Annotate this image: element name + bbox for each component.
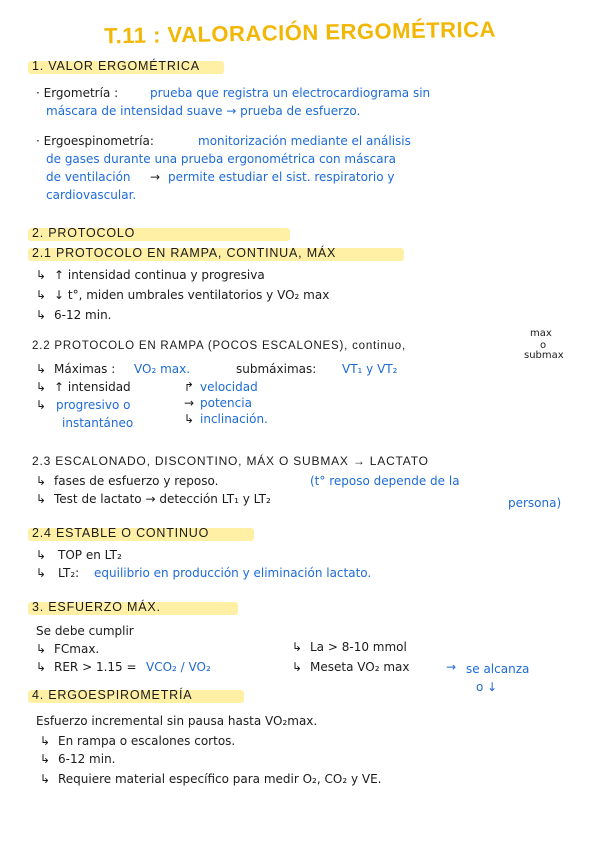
s4-item-3: Requiere material específico para medir O₂, CO₂ y VE. xyxy=(58,772,382,786)
p21-item-1: ↑ intensidad continua y progresiva xyxy=(54,268,265,282)
s4-item-2: 6-12 min. xyxy=(58,752,116,766)
corner-arrow-icon: ↳ xyxy=(36,642,47,656)
p21-item-3: 6-12 min. xyxy=(54,308,112,322)
corner-arrow-icon: ↳ xyxy=(292,640,303,654)
arrow-icon: → xyxy=(184,396,195,410)
corner-arrow-icon: ↳ xyxy=(40,772,51,786)
s3-la: La > 8-10 mmol xyxy=(310,640,407,654)
p23-item-2-note: persona) xyxy=(508,496,562,510)
p22-inclinacion: inclinación. xyxy=(200,412,268,426)
section-1-heading: 1. VALOR ERGOMÉTRICA xyxy=(32,59,200,73)
s3-intro: Se debe cumplir xyxy=(36,624,134,638)
protocol-2-2-heading: 2.2 PROTOCOLO EN RAMPA (POCOS ESCALONES), continuo, xyxy=(32,340,406,352)
section-4-heading: 4. ERGOESPIROMETRÍA xyxy=(32,688,193,702)
p23-item-1: fases de esfuerzo y reposo. xyxy=(54,474,219,488)
corner-arrow-icon: ↳ xyxy=(36,308,47,322)
corner-arrow-icon: ↳ xyxy=(40,752,51,766)
p22-submaximas: submáximas: xyxy=(236,362,317,376)
corner-arrow-icon: ↳ xyxy=(36,398,47,412)
corner-arrow-icon: ↳ xyxy=(36,566,47,580)
p22-instantaneo: instantáneo xyxy=(62,416,134,430)
corner-arrow-icon: ↳ xyxy=(36,268,47,282)
ergoespirometria-def-3b: permite estudiar el sist. respiratorio y xyxy=(168,170,395,184)
s3-meseta: Meseta VO₂ max xyxy=(310,660,410,674)
p22-note-max: max xyxy=(530,328,552,339)
corner-arrow-icon: ↳ xyxy=(36,288,47,302)
p24-item-1: TOP en LT₂ xyxy=(58,548,122,562)
p22-maximas: Máximas : xyxy=(54,362,116,376)
ergoespirometria-def-3a: de ventilación xyxy=(46,170,131,184)
s3-rer: RER > 1.15 = xyxy=(54,660,137,674)
s3-meseta-note-1: se alcanza xyxy=(466,662,530,676)
s4-item-1: En rampa o escalones cortos. xyxy=(58,734,236,748)
p22-intensidad: ↑ intensidad xyxy=(54,380,131,394)
s4-intro: Esfuerzo incremental sin pausa hasta VO₂max. xyxy=(36,714,318,728)
corner-arrow-icon: ↳ xyxy=(292,660,303,674)
s3-fcmax: FCmax. xyxy=(54,642,100,656)
ergoespirometria-def-1: monitorización mediante el análisis xyxy=(198,134,411,148)
corner-arrow-icon: ↳ xyxy=(36,548,47,562)
ergometria-term: · Ergometría : xyxy=(36,86,119,100)
protocol-2-4-heading: 2.4 ESTABLE O CONTINUO xyxy=(32,526,210,540)
corner-arrow-icon: ↱ xyxy=(184,380,195,394)
s3-meseta-note-2: o ↓ xyxy=(476,680,498,694)
p22-note-o: o xyxy=(540,340,547,351)
arrow-icon: → xyxy=(446,660,457,674)
ergoespirometria-def-4: cardiovascular. xyxy=(46,188,137,202)
p21-item-2: ↓ t°, miden umbrales ventilatorios y VO₂ max xyxy=(54,288,330,302)
corner-arrow-icon: ↳ xyxy=(36,362,47,376)
corner-arrow-icon: ↳ xyxy=(40,734,51,748)
s3-rer-ratio: VCO₂ / VO₂ xyxy=(146,660,211,674)
p22-submaximas-value: VT₁ y VT₂ xyxy=(342,362,398,376)
ergometria-def-1: prueba que registra un electrocardiograma sin xyxy=(150,86,431,100)
p22-maximas-value: VO₂ max. xyxy=(134,362,191,376)
p22-potencia: potencia xyxy=(200,396,252,410)
p23-item-2: Test de lactato → detección LT₁ y LT₂ xyxy=(54,492,271,506)
p22-velocidad: velocidad xyxy=(200,380,258,394)
ergoespirometria-def-2: de gases durante una prueba ergonométrica con máscara xyxy=(46,152,396,166)
corner-arrow-icon: ↳ xyxy=(36,492,47,506)
protocol-2-1-heading: 2.1 PROTOCOLO EN RAMPA, CONTINUA, MÁX xyxy=(32,246,337,260)
section-2-heading: 2. PROTOCOLO xyxy=(32,226,136,240)
p24-item-2b: equilibrio en producción y eliminación lactato. xyxy=(94,566,372,580)
p22-note-submax: submax xyxy=(524,350,564,361)
corner-arrow-icon: ↳ xyxy=(36,474,47,488)
protocol-2-3-heading: 2.3 ESCALONADO, DISCONTINO, MÁX O SUBMAX → LACTATO xyxy=(32,454,429,468)
corner-arrow-icon: ↳ xyxy=(36,660,47,674)
p22-progresivo: progresivo o xyxy=(56,398,131,412)
p23-item-1-note: (t° reposo depende de la xyxy=(310,474,460,488)
section-3-heading: 3. ESFUERZO MÁX. xyxy=(32,600,161,614)
p24-item-2a: LT₂: xyxy=(58,566,80,580)
corner-arrow-icon: ↳ xyxy=(184,412,195,426)
ergometria-def-2: máscara de intensidad suave → prueba de esfuerzo. xyxy=(46,104,361,118)
corner-arrow-icon: ↳ xyxy=(36,380,47,394)
page-title: T.11 : VALORACIÓN ERGOMÉTRICA xyxy=(103,16,497,49)
ergoespirometria-term: · Ergoespinometría: xyxy=(36,134,154,148)
arrow-icon: → xyxy=(150,170,161,184)
